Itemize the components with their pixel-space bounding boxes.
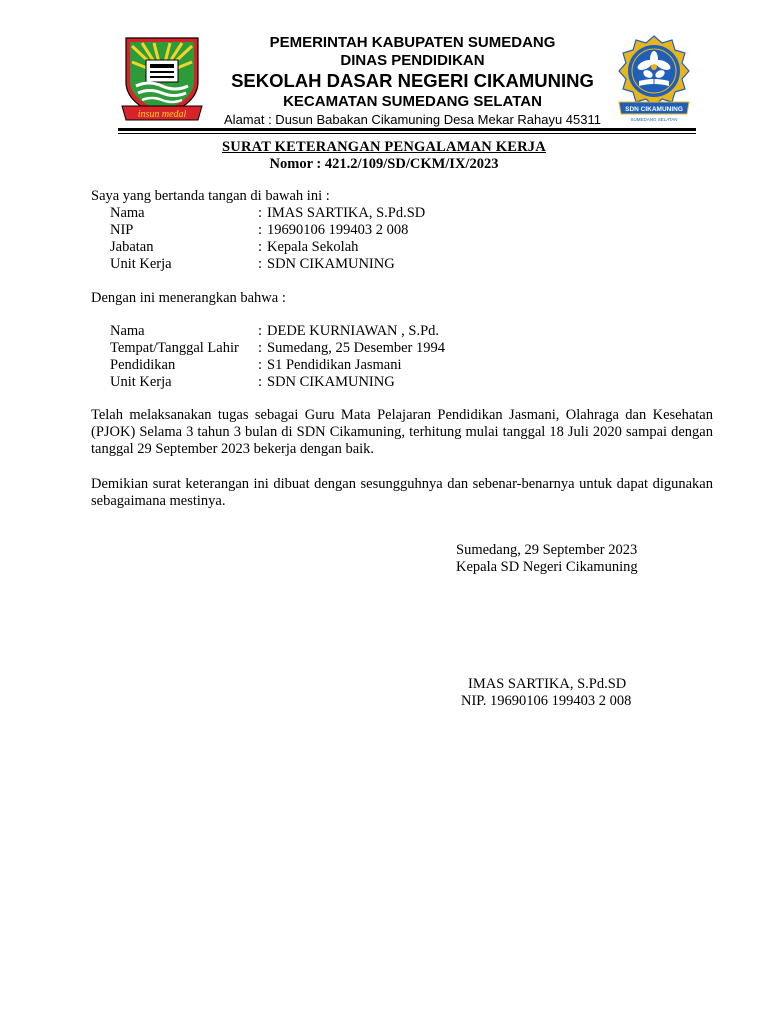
signature-name: IMAS SARTIKA, S.Pd.SD bbox=[468, 676, 627, 692]
field-label: Pendidikan bbox=[110, 357, 176, 373]
field-value: SDN CIKAMUNING bbox=[267, 256, 395, 272]
field-label: Tempat/Tanggal Lahir bbox=[110, 340, 239, 356]
field-label: Nama bbox=[110, 205, 145, 221]
field-value: DEDE KURNIAWAN , S.Pd. bbox=[267, 323, 440, 339]
letter-number: Nomor : 421.2/109/SD/CKM/IX/2023 bbox=[269, 156, 499, 172]
field-separator: : bbox=[258, 374, 263, 390]
field-value: Kepala Sekolah bbox=[267, 239, 359, 255]
field-separator: : bbox=[258, 256, 263, 272]
school-emblem-text: SDN CIKAMUNING bbox=[625, 106, 683, 113]
school-emblem-icon bbox=[615, 34, 693, 124]
letter-title-block bbox=[0, 139, 768, 173]
letterhead bbox=[205, 34, 620, 128]
statement-text: Dengan ini menerangkan bahwa : bbox=[91, 290, 286, 306]
intro-text: Saya yang bertanda tangan di bawah ini : bbox=[91, 188, 330, 204]
field-value: SDN CIKAMUNING bbox=[267, 374, 395, 390]
signature-place-date: Sumedang, 29 September 2023 bbox=[456, 542, 638, 558]
school-name: SEKOLAH DASAR NEGERI CIKAMUNING bbox=[231, 70, 594, 91]
sumedang-regency-emblem-icon bbox=[120, 34, 204, 124]
logo-motto: insun medal bbox=[137, 109, 187, 120]
letterhead-divider-thin bbox=[118, 133, 696, 134]
field-separator: : bbox=[258, 222, 263, 238]
field-separator: : bbox=[258, 340, 263, 356]
district-name: KECAMATAN SUMEDANG SELATAN bbox=[283, 93, 542, 110]
field-label: Unit Kerja bbox=[110, 256, 172, 272]
field-value: IMAS SARTIKA, S.Pd.SD bbox=[267, 205, 426, 221]
department-name: DINAS PENDIDIKAN bbox=[340, 52, 485, 69]
field-value: S1 Pendidikan Jasmani bbox=[267, 357, 402, 373]
letter-title: SURAT KETERANGAN PENGALAMAN KERJA bbox=[222, 139, 546, 155]
letterhead-divider-thick bbox=[118, 128, 696, 131]
field-label: Jabatan bbox=[110, 239, 154, 255]
service-paragraph: Telah melaksanakan tugas sebagai Guru Mata Pelajaran Pendidikan Jasmani, Olahraga dan Kesehatan (PJOK) Selama 3 tahun 3 bulan di SDN Cikamuning, terhitung mulai tanggal 18 Juli 2020 sampai dengan tanggal 29 September 2023 bekerja dengan baik. bbox=[91, 407, 713, 457]
signature-position: Kepala SD Negeri Cikamuning bbox=[456, 559, 638, 575]
field-separator: : bbox=[258, 239, 263, 255]
field-separator: : bbox=[258, 323, 263, 339]
field-label: NIP bbox=[110, 222, 134, 238]
closing-paragraph: Demikian surat keterangan ini dibuat dengan sesungguhnya dan sebenar-benarnya untuk dapat digunakan sebagaimana mestinya. bbox=[91, 476, 713, 509]
field-label: Nama bbox=[110, 323, 145, 339]
field-label: Unit Kerja bbox=[110, 374, 172, 390]
field-separator: : bbox=[258, 205, 263, 221]
field-value: Sumedang, 25 Desember 1994 bbox=[267, 340, 445, 356]
field-separator: : bbox=[258, 357, 263, 373]
government-name: PEMERINTAH KABUPATEN SUMEDANG bbox=[269, 34, 556, 51]
school-address: Alamat : Dusun Babakan Cikamuning Desa Mekar Rahayu 45311 bbox=[224, 112, 601, 127]
school-emblem-subtext: SUMEDANG SELATAN bbox=[630, 117, 678, 122]
field-value: 19690106 199403 2 008 bbox=[267, 222, 409, 238]
signature-nip: NIP. 19690106 199403 2 008 bbox=[461, 693, 632, 709]
